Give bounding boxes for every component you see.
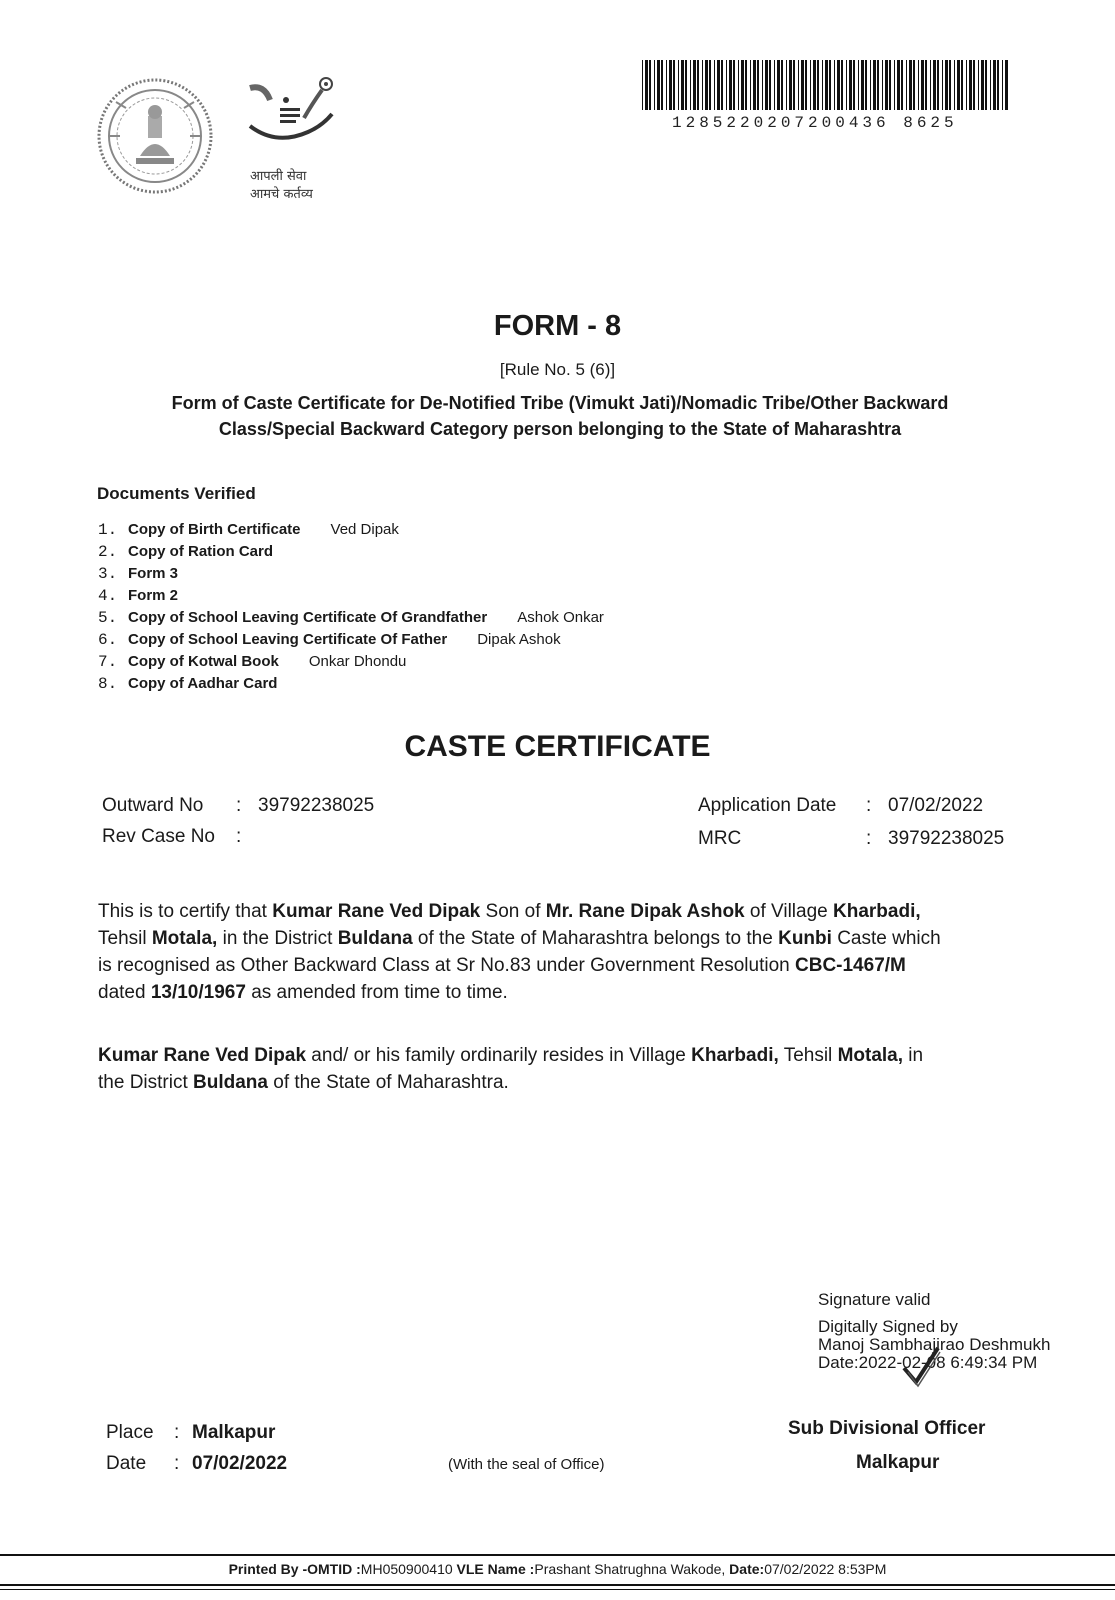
text-run: Caste which	[831, 928, 941, 949]
certification-paragraph	[98, 898, 1028, 1006]
date-colon: :	[174, 1453, 180, 1474]
barcode-bar	[882, 60, 883, 110]
barcode-bar	[810, 60, 811, 110]
form-title: FORM - 8	[493, 310, 622, 342]
residence-paragraph	[98, 1042, 1028, 1096]
footer-label: Date:	[725, 1561, 765, 1577]
subtitle-line-2: Class/Special Backward Category person belonging to the State of Maharashtra	[218, 419, 902, 439]
barcode-bar	[966, 60, 967, 110]
barcode-bar	[822, 60, 823, 110]
barcode-bar	[837, 60, 840, 110]
barcode-bar	[693, 60, 696, 110]
document-value: Dipak Ashok	[477, 631, 561, 648]
barcode-bar	[949, 60, 951, 110]
barcode-bar	[721, 60, 723, 110]
barcode-bar	[877, 60, 879, 110]
barcode-bar	[690, 60, 691, 110]
footer-label: VLE Name :	[452, 1561, 535, 1577]
paragraph-line	[98, 952, 1028, 979]
barcode-bar	[861, 60, 864, 110]
barcode-bar	[834, 60, 835, 110]
application-date-colon: :	[866, 795, 872, 816]
tagline-line-1: आपली सेवा	[250, 169, 307, 184]
barcode-bar	[762, 60, 763, 110]
barcode-bar	[738, 60, 739, 110]
aapli-seva-logo	[246, 74, 342, 146]
place-colon: :	[174, 1422, 180, 1443]
application-date-label: Application Date	[698, 795, 837, 816]
tehsil-name: Motala,	[837, 1045, 904, 1066]
barcode-bar	[930, 60, 931, 110]
state-emblem-seal	[96, 72, 214, 206]
barcode-bar	[798, 60, 799, 110]
document-value: Ved Dipak	[330, 521, 399, 538]
document-name: Copy of Aadhar Card	[128, 675, 278, 692]
barcode-bar	[853, 60, 855, 110]
barcode-bar	[757, 60, 759, 110]
barcode-bar	[978, 60, 979, 110]
barcode-bar	[774, 60, 775, 110]
barcode-bar	[729, 60, 732, 110]
barcode-bar	[1002, 60, 1003, 110]
document-name: Copy of Ration Card	[128, 543, 273, 560]
barcode-bar	[945, 60, 948, 110]
form-subtitle	[110, 390, 1010, 442]
footer-divider-bottom	[0, 1584, 1115, 1586]
document-name: Copy of Kotwal Book	[128, 653, 279, 670]
barcode-bar	[993, 60, 996, 110]
father-name: Mr. Rane Dipak Ashok	[545, 901, 745, 922]
barcode-bar	[985, 60, 987, 110]
item-number: 8.	[98, 675, 118, 693]
barcode-bar	[865, 60, 867, 110]
barcode-bar	[657, 60, 660, 110]
barcode-bar	[649, 60, 651, 110]
item-number: 4.	[98, 587, 118, 605]
barcode-bar	[681, 60, 684, 110]
text-run: the District	[98, 1072, 194, 1093]
barcode-bar	[666, 60, 667, 110]
barcode-bar	[817, 60, 819, 110]
village-name: Kharbadi,	[833, 901, 921, 922]
resolution-date: 13/10/1967	[150, 982, 246, 1003]
barcode-bar	[813, 60, 816, 110]
text-run: in	[903, 1045, 924, 1066]
footer-omtid: MH050900410	[360, 1561, 453, 1577]
text-run: of the State of Maharashtra belongs to the	[412, 928, 779, 949]
barcode-bar	[733, 60, 735, 110]
barcode-bar	[705, 60, 708, 110]
text-run: This is to certify that	[98, 901, 273, 922]
barcode-number: 1285220207200436 8625	[672, 114, 958, 132]
outward-no-value: 39792238025	[258, 795, 375, 816]
barcode-bar	[909, 60, 912, 110]
list-item	[98, 563, 604, 585]
barcode-bar	[801, 60, 804, 110]
barcode-bar	[870, 60, 871, 110]
list-item	[98, 651, 604, 673]
barcode-bar	[918, 60, 919, 110]
barcode-bar	[873, 60, 876, 110]
barcode-bar	[906, 60, 907, 110]
documents-list	[98, 519, 604, 695]
barcode-bar	[765, 60, 768, 110]
footer-printed-by	[0, 1561, 1115, 1577]
barcode-bar	[894, 60, 895, 110]
tagline-line-2: आमचे कर्तव्य	[250, 187, 313, 202]
outward-no-colon: :	[236, 795, 242, 816]
text-run: dated	[98, 982, 151, 1003]
rev-case-no-colon: :	[236, 826, 242, 847]
barcode-bar	[1005, 60, 1008, 110]
footer-date: 07/02/2022 8:53PM	[764, 1561, 887, 1577]
barcode-bar	[933, 60, 936, 110]
item-number: 7.	[98, 653, 118, 671]
barcode-bar	[726, 60, 727, 110]
barcode-bar	[961, 60, 963, 110]
document-name: Copy of School Leaving Certificate Of Grandfather	[128, 609, 488, 626]
village-name: Kharbadi,	[691, 1045, 779, 1066]
footer-divider-top	[0, 1554, 1115, 1556]
barcode-bar	[678, 60, 679, 110]
barcode-bar	[661, 60, 663, 110]
barcode-bar	[793, 60, 795, 110]
barcode-bar	[973, 60, 975, 110]
signature-line-3: Date:2022-02-08 6:49:34 PM	[818, 1353, 1038, 1372]
barcode-bar	[685, 60, 687, 110]
barcode-bar	[709, 60, 711, 110]
footer-divider-bottom-thin	[0, 1589, 1115, 1590]
barcode-bar	[981, 60, 984, 110]
text-run: of Village	[744, 901, 834, 922]
candidate-name: Kumar Rane Ved Dipak	[98, 1045, 307, 1066]
item-number: 2.	[98, 543, 118, 561]
barcode-bar	[885, 60, 888, 110]
barcode-bar	[889, 60, 891, 110]
barcode-bar	[969, 60, 972, 110]
list-item	[98, 541, 604, 563]
seal-note: (With the seal of Office)	[448, 1456, 605, 1473]
office-location: Malkapur	[856, 1452, 940, 1473]
barcode-bar	[781, 60, 783, 110]
item-number: 6.	[98, 631, 118, 649]
date-value: 07/02/2022	[192, 1453, 288, 1474]
paragraph-line	[98, 1069, 1028, 1096]
mrc-colon: :	[866, 828, 872, 849]
barcode-bar	[769, 60, 771, 110]
barcode-bar	[750, 60, 751, 110]
mrc-label: MRC	[698, 828, 742, 849]
list-item	[98, 585, 604, 607]
caste-name: Kunbi	[778, 928, 832, 949]
barcode-bar	[786, 60, 787, 110]
barcode-bar	[745, 60, 747, 110]
barcode-bar	[669, 60, 672, 110]
outward-no-label: Outward No	[102, 795, 204, 816]
district-name: Buldana	[193, 1072, 268, 1093]
place-label: Place	[106, 1422, 154, 1443]
document-value: Onkar Dhondu	[308, 653, 407, 670]
barcode-bar	[825, 60, 828, 110]
text-run: as amended from time to time.	[245, 982, 508, 1003]
text-run: Tehsil	[778, 1045, 838, 1066]
footer-label: Printed By -OMTID :	[228, 1561, 361, 1577]
barcode-bar	[846, 60, 847, 110]
resolution-number: CBC-1467/M	[795, 955, 906, 976]
place-value: Malkapur	[192, 1422, 276, 1443]
barcode-bar	[753, 60, 756, 110]
barcode-bar	[789, 60, 792, 110]
barcode-bar	[997, 60, 999, 110]
document-name: Form 3	[128, 565, 179, 582]
barcode-bar	[654, 60, 655, 110]
item-number: 5.	[98, 609, 118, 627]
text-run: is recognised as Other Backward Class at Sr No.83 under Government Resolution	[98, 955, 795, 976]
paragraph-line	[98, 979, 1028, 1006]
signature-line-2: Manoj Sambhajirao Deshmukh	[818, 1335, 1051, 1354]
text-run: Son of	[480, 901, 546, 922]
footer-vle-name: Prashant Shatrughna Wakode,	[534, 1561, 726, 1577]
date-label: Date	[106, 1453, 147, 1474]
barcode-bar	[901, 60, 903, 110]
logo-tagline	[250, 168, 313, 204]
text-run: of the State of Maharashtra.	[267, 1072, 509, 1093]
barcode-bar	[777, 60, 780, 110]
document-name: Copy of Birth Certificate	[128, 521, 301, 538]
application-date-value: 07/02/2022	[888, 795, 984, 816]
barcode-bar	[829, 60, 831, 110]
signature-line-1: Digitally Signed by	[818, 1317, 958, 1336]
text-run: Tehsil	[98, 928, 152, 949]
barcode-bar	[921, 60, 924, 110]
text-run: and/ or his family ordinarily resides in Village	[306, 1045, 692, 1066]
rev-case-no-label: Rev Case No	[102, 826, 215, 847]
tehsil-name: Motala,	[151, 928, 218, 949]
barcode-bar	[714, 60, 715, 110]
signature-check-mark-icon	[898, 1342, 944, 1394]
barcode-bar	[741, 60, 744, 110]
signature-valid-label: Signature valid	[818, 1290, 931, 1309]
mrc-value: 39792238025	[888, 828, 1005, 849]
item-number: 1.	[98, 521, 118, 539]
officer-title: Sub Divisional Officer	[788, 1418, 986, 1439]
barcode-bar	[805, 60, 807, 110]
barcode	[642, 60, 1010, 110]
paragraph-line	[98, 925, 1028, 952]
barcode-bar	[990, 60, 991, 110]
paragraph-line	[98, 898, 1028, 925]
candidate-name: Kumar Rane Ved Dipak	[272, 901, 481, 922]
document-name: Copy of School Leaving Certificate Of Father	[128, 631, 448, 648]
list-item	[98, 519, 604, 541]
subtitle-line-1: Form of Caste Certificate for De-Notified Tribe (Vimukt Jati)/Nomadic Tribe/Other Backward	[171, 393, 949, 413]
barcode-bar	[702, 60, 703, 110]
barcode-bar	[925, 60, 927, 110]
list-item	[98, 629, 604, 651]
item-number: 3.	[98, 565, 118, 583]
barcode-bar	[645, 60, 648, 110]
documents-heading: Documents Verified	[97, 484, 256, 503]
document-name: Form 2	[128, 587, 179, 604]
certificate-title: CASTE CERTIFICATE	[404, 730, 711, 763]
barcode-bar	[957, 60, 960, 110]
district-name: Buldana	[337, 928, 413, 949]
list-item	[98, 607, 604, 629]
paragraph-line	[98, 1042, 1028, 1069]
list-item	[98, 673, 604, 695]
barcode-bar	[858, 60, 859, 110]
barcode-bar	[897, 60, 900, 110]
barcode-bar	[642, 60, 643, 110]
barcode-bar	[849, 60, 852, 110]
barcode-bar	[954, 60, 955, 110]
barcode-bar	[697, 60, 699, 110]
barcode-bar	[937, 60, 939, 110]
barcode-bar	[913, 60, 915, 110]
barcode-bar	[942, 60, 943, 110]
rule-reference: [Rule No. 5 (6)]	[499, 360, 616, 379]
barcode-bar	[717, 60, 720, 110]
barcode-bar	[841, 60, 843, 110]
text-run: in the District	[217, 928, 338, 949]
document-value: Ashok Onkar	[517, 609, 604, 626]
barcode-bar	[673, 60, 675, 110]
